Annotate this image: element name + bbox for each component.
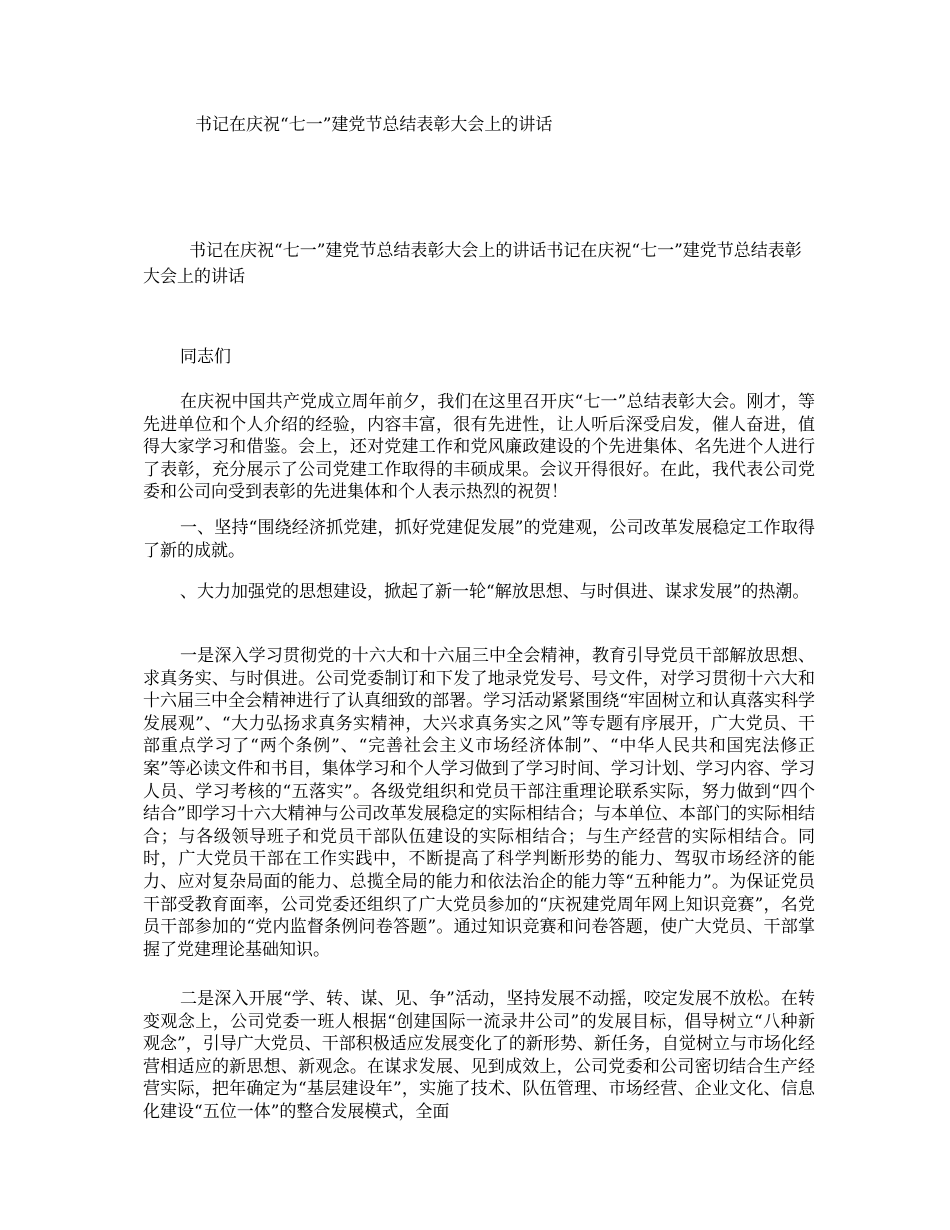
paragraph-4: 一是深入学习贯彻党的十六大和十六届三中全会精神，教育引导党员干部解放思想、求真务实、与时俱进。公司党委制订和下发了地录党发号、号文件，对学习贯彻十六大和十六届三中全会精神进行了认真细致的部署。学习活动紧紧围绕“牢固树立和认真落实科学发展观”、“大力弘扬求真务实精神，大兴求真务实之风”等专题有序展开，广大党员、干部重点学习了“两个条例”、“完善社会主义市场经济体制”、“中华人民共和国宪法修正案”等必读文件和书目，集体学习和个人学习做到了学习时间、学习计划、学习内容、学习人员、学习考核的“五落实”。各级党组织和党员干部注重理论联系实际，努力做到“四个结合”即学习十六大精神与公司改革发展稳定的实际相结合；与本单位、本部门的实际相结合；与各级领导班子和党员干部队伍建设的实际相结合；与生产经营的实际相结合。同时，广大党员干部在工作实践中，不断提高了科学判断形势的能力、驾驭市场经济的能力、应对复杂局面的能力、总揽全局的能力和依法治企的能力等“五种能力”。为保证党员干部受教育面率，公司党委还组织了广大党员参加的“庆祝建党周年网上知识竞赛”，名党员干部参加的“党内监督条例问卷答题”。通过知识竞赛和问卷答题，使广大党员、干部掌握了党建理论基础知识。 bbox=[143, 646, 815, 960]
paragraph-2: 一、坚持“围绕经济抓党建，抓好党建促发展”的党建观，公司改革发展稳定工作取得了新的成就。 bbox=[143, 518, 815, 561]
paragraph-1: 在庆祝中国共产党成立周年前夕，我们在这里召开庆“七一”总结表彰大会。刚才，等先进单位和个人介绍的经验，内容丰富，很有先进性，让人听后深受启发，催人奋进，值得大家学习和借鉴。会上，还对党建工作和党风廉政建设的个先进集体、名先进个人进行了表彰，充分展示了公司党建工作取得的丰硕成果。会议开得很好。在此，我代表公司党委和公司向受到表彰的先进集体和个人表示热烈的祝贺！ bbox=[143, 392, 815, 503]
greeting: 同志们 bbox=[180, 347, 231, 367]
document-subtitle: 书记在庆祝“七一”建党节总结表彰大会上的讲话书记在庆祝“七一”建党节总结表彰大会上的讲话 bbox=[143, 241, 802, 287]
paragraph-3: 、大力加强党的思想建设，掀起了新一轮“解放思想、与时俱进、谋求发展”的热潮。 bbox=[180, 582, 810, 602]
paragraph-5: 二是深入开展“学、转、谋、见、争”活动，坚持发展不动摇，咬定发展不放松。在转变观念上，公司党委一班人根据“创建国际一流录井公司”的发展目标，倡导树立“八种新观念”，引导广大党员、干部积极适应发展变化了的新形势、新任务，自觉树立与市场化经营相适应的新思想、新观念。在谋求发展、见到成效上，公司党委和公司密切结合生产经营实际，把年确定为“基层建设年”，实施了技术、队伍管理、市场经营、企业文化、信息化建设“五位一体”的整合发展模式，全面 bbox=[143, 989, 815, 1122]
document-title: 书记在庆祝“七一”建党节总结表彰大会上的讲话 bbox=[195, 115, 553, 135]
